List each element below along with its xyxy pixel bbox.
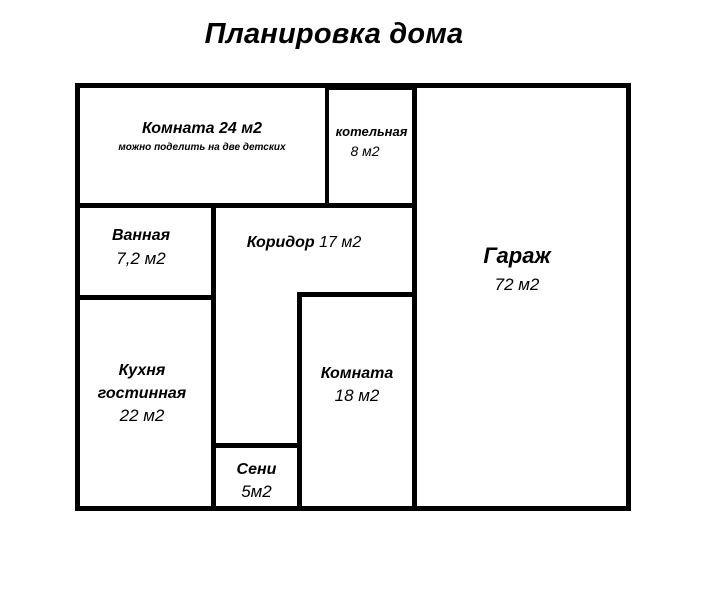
kitchen-label-line1: Кухня (118, 362, 166, 379)
room18-area: 18 м2 (334, 386, 380, 405)
room24-label: Комната 24 м2 (142, 120, 262, 137)
room18-label: Комната (320, 365, 394, 382)
wall-hall-top (211, 443, 302, 448)
wall-bath-bottom (75, 295, 215, 300)
kitchen-label-line2: гостинная (97, 385, 187, 402)
corridor-name: Коридор (246, 234, 315, 251)
corridor-area: 17 м2 (319, 234, 362, 251)
bath-area: 7,2 м2 (116, 249, 166, 268)
wall-boiler-inner (329, 88, 412, 90)
wall-room18-top (297, 292, 415, 297)
wall-top-row-bottom (75, 203, 415, 208)
garage-area: 72 м2 (494, 275, 540, 294)
kitchen-area: 22 м2 (119, 406, 165, 425)
garage-wall (412, 83, 417, 511)
outer-wall-right (626, 83, 631, 511)
room24-note: можно поделить на две детских (118, 142, 286, 153)
garage-label: Гараж (483, 243, 551, 268)
outer-wall-bottom (75, 506, 631, 511)
boiler-area: 8 м2 (350, 143, 380, 159)
bath-label: Ванная (111, 227, 171, 244)
hall-area: 5м2 (241, 482, 272, 501)
plan-title: Планировка дома (204, 18, 464, 50)
hall-label: Сени (236, 461, 277, 478)
boiler-label: котельная (335, 124, 408, 139)
corridor-label (216, 233, 392, 252)
